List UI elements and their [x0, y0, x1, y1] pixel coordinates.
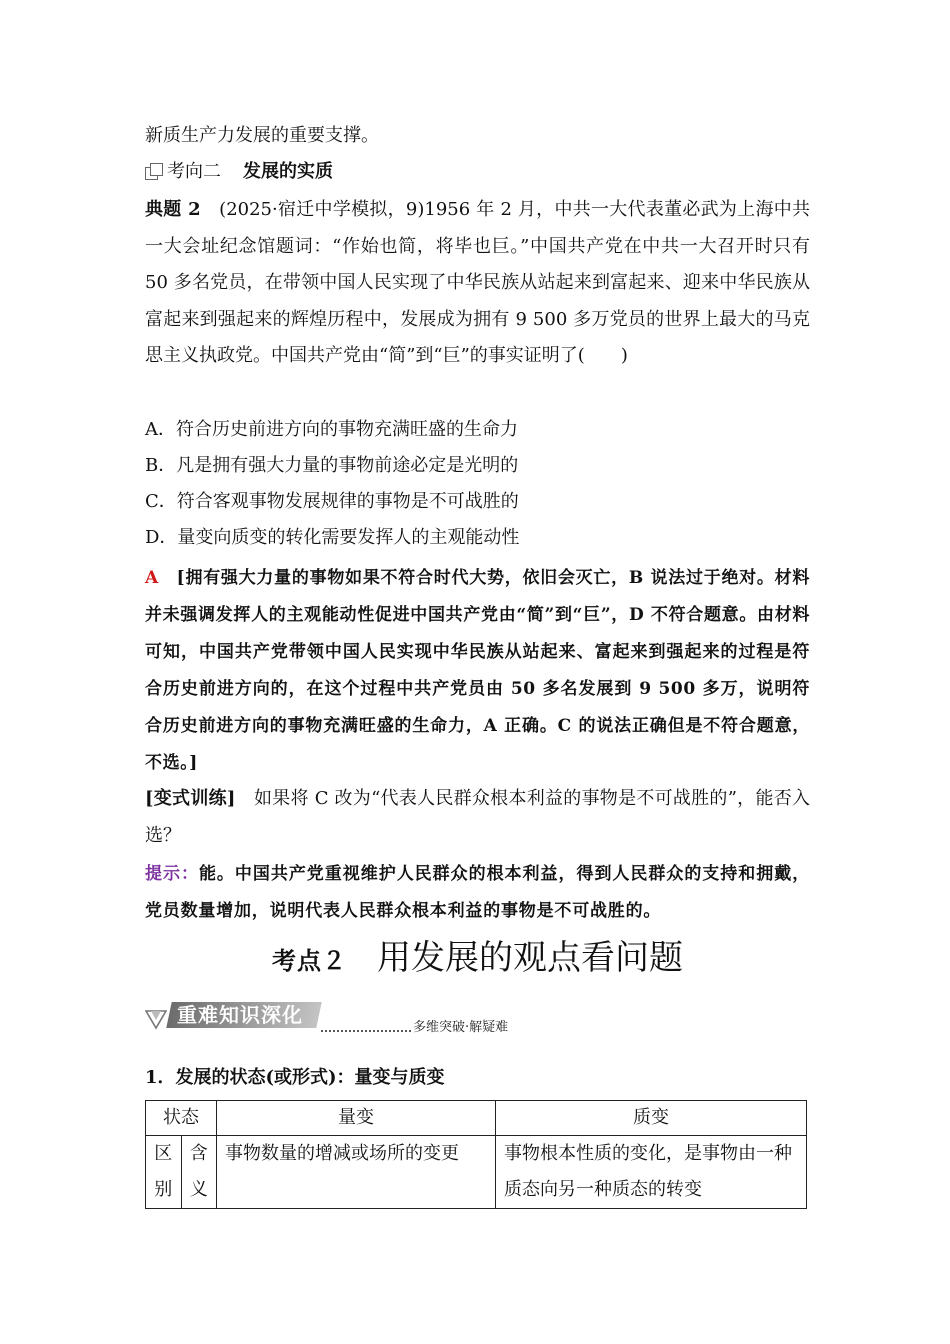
comparison-table [145, 1100, 807, 1209]
table-row [146, 1136, 807, 1209]
section-banner [145, 1000, 545, 1040]
option-a: A．符合历史前进方向的事物充满旺盛的生命力 [145, 419, 518, 440]
lead-text: 新质生产力发展的重要支撑。 [145, 125, 379, 146]
options-list [145, 412, 519, 556]
direction-title: 发展的实质 [243, 161, 333, 182]
table-header-row [146, 1101, 807, 1136]
example-text: 1956 年 2 月，中共一大代表董必武为上海中共一大会址纪念馆题词：“作始也简，将毕也巨。”中国共产党在中共一大召开时只有 50 多名党员，在带领中国人民实现了中华民族从站起来到富起来、迎来中华民族从富起来到强起来的辉煌历程中，发展成为拥有 9 500 多万党员的世界上最大的马克思主义执政党。中国共产党由“简”到“巨”的事实证明了( ) [145, 199, 811, 366]
row-label-meaning: 含义 [181, 1136, 217, 1209]
option-d: D．量变向质变的转化需要发挥人的主观能动性 [145, 527, 520, 548]
banner-dotted-line [321, 1030, 411, 1032]
option-b: B．凡是拥有强大力量的事物前途必定是光明的 [145, 455, 519, 476]
banner-title: 重难知识深化 [177, 1003, 303, 1027]
variant-training [145, 781, 810, 854]
variant-label: [变式训练] [145, 788, 236, 809]
answer-explanation [145, 560, 810, 782]
kaodian-title: 用发展的观点看问题 [377, 938, 683, 978]
row-label-difference: 区别 [146, 1136, 182, 1209]
direction-heading [145, 154, 333, 190]
stacked-squares-icon [145, 163, 163, 181]
header-quantitative: 量变 [217, 1101, 496, 1136]
answer-letter: A [145, 568, 159, 588]
variant-text: 如果将 C 改为“代表人民群众根本利益的事物是不可战胜的”，能否入选？ [145, 788, 810, 846]
triangle-marker-icon [145, 1008, 167, 1030]
section-1-heading: 1．发展的状态(或形式)：量变与质变 [145, 1067, 445, 1088]
hint-text: 能。中国共产党重视维护人民群众的根本利益，得到人民群众的支持和拥戴，党员数量增加，说明代表人民群众根本利益的事物是不可战胜的。 [145, 864, 810, 921]
kaodian-heading [145, 934, 810, 985]
header-qualitative: 质变 [496, 1101, 807, 1136]
kaodian-label: 考点２ [272, 947, 347, 975]
answer-text: [拥有强大力量的事物如果不符合时代大势，依旧会灭亡，B 说法过于绝对。材料并未强调发挥人的主观能动性促进中国共产党由“简”到“巨”，D 不符合题意。由材料可知，中国共产党带领中国人民实现中华民族从站起来、富起来到强起来的过程是符合历史前进方向的，在这个过程中共产党员由 50 多名发展到 9 500 多万，说明符合历史前进方向的事物充满旺盛的生命力，A 正确。C 的说法正确但是不符合题意，不选。] [145, 568, 810, 773]
banner-subtitle: 多维突破·解疑难 [413, 1020, 509, 1035]
example-question [145, 192, 810, 375]
hint-label: 提示： [145, 864, 199, 884]
direction-label: 考向二 [167, 161, 221, 182]
cell-qualitative-meaning: 事物根本性质的变化，是事物由一种质态向另一种质态的转变 [496, 1136, 807, 1209]
example-label: 典题 2 [145, 199, 201, 220]
header-state: 状态 [146, 1101, 217, 1136]
option-c: C．符合客观事物发展规律的事物是不可战胜的 [145, 491, 519, 512]
example-source: (2025·宿迁中学模拟，9) [219, 199, 425, 220]
hint-block [145, 856, 810, 930]
cell-quantitative-meaning: 事物数量的增减或场所的变更 [217, 1136, 496, 1209]
